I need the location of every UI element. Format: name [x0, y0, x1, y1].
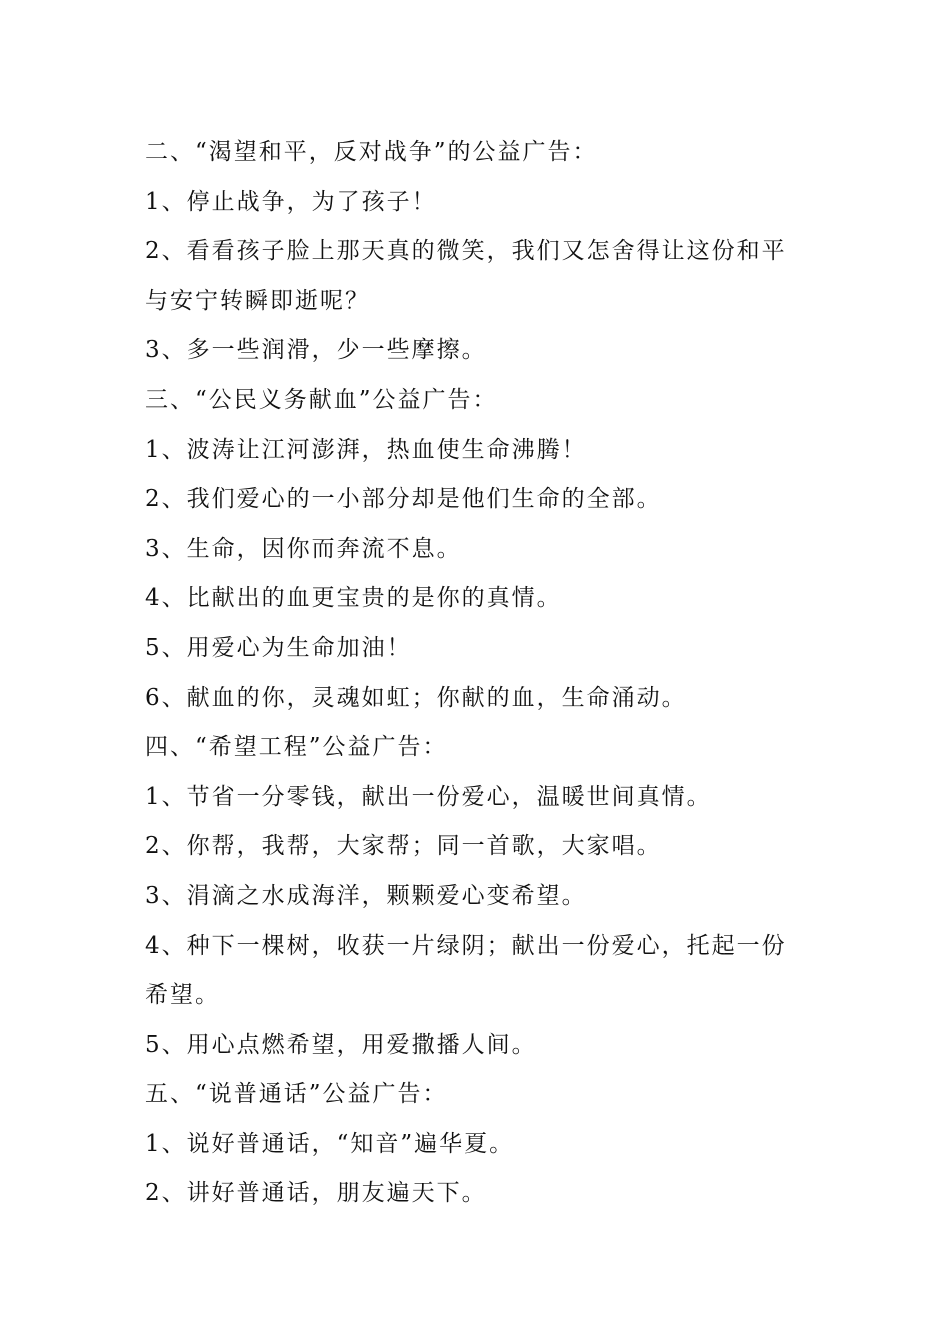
list-item: 5、用爱心为生命加油！ [145, 634, 412, 661]
list-item: 3、涓滴之水成海洋，颗颗爱心变希望。 [145, 882, 587, 909]
list-item: 3、生命，因你而奔流不息。 [145, 535, 462, 562]
list-item: 4、种下一棵树，收获一片绿阴；献出一份爱心，托起一份 [145, 932, 787, 959]
list-item: 2、你帮，我帮，大家帮；同一首歌，大家唱。 [145, 833, 662, 860]
list-item: 4、比献出的血更宝贵的是你的真情。 [145, 585, 562, 612]
list-item: 1、节省一分零钱，献出一份爱心，温暖世间真情。 [145, 783, 712, 810]
section-heading-5: 五、“说普通话”公益广告： [145, 1081, 448, 1108]
list-item: 1、停止战争，为了孩子！ [145, 188, 437, 215]
list-item-continuation: 与安宁转瞬即逝呢？ [145, 287, 370, 314]
document-body [145, 128, 815, 1219]
list-item-continuation: 希望。 [145, 982, 220, 1009]
list-item: 1、波涛让江河澎湃，热血使生命沸腾！ [145, 436, 587, 463]
section-heading-3: 三、“公民义务献血”公益广告： [145, 386, 498, 413]
list-item: 2、看看孩子脸上那天真的微笑，我们又怎舍得让这份和平 [145, 238, 787, 265]
list-item: 6、献血的你，灵魂如虹；你献的血，生命涌动。 [145, 684, 687, 711]
list-item: 2、我们爱心的一小部分却是他们生命的全部。 [145, 486, 662, 513]
list-item: 2、讲好普通话，朋友遍天下。 [145, 1180, 487, 1207]
section-heading-2: 二、“渴望和平，反对战争”的公益广告： [145, 139, 598, 165]
list-item: 1、说好普通话，“知音”遍华夏。 [145, 1130, 515, 1157]
list-item: 5、用心点燃希望，用爱撒播人间。 [145, 1031, 537, 1058]
section-heading-4: 四、“希望工程”公益广告： [145, 734, 448, 761]
list-item: 3、多一些润滑，少一些摩擦。 [145, 337, 487, 364]
